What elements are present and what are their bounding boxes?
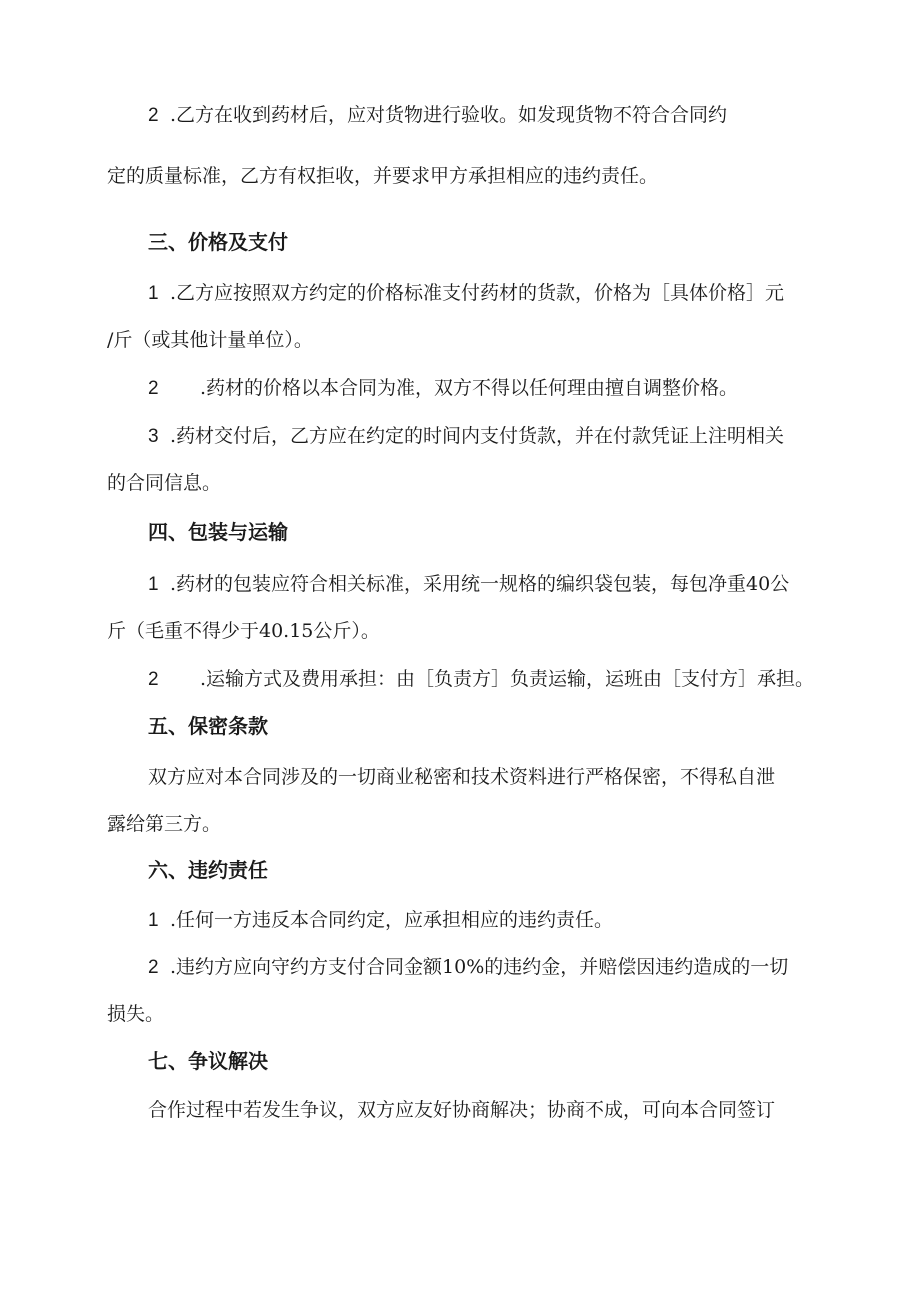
section-7-heading: 七、争议解决 bbox=[148, 1049, 268, 1073]
sec7-line-1: 合作过程中若发生争议，双方应友好协商解决；协商不成，可向本合同签订 bbox=[148, 1099, 776, 1121]
clause-number: 2 bbox=[148, 105, 159, 126]
clause-number: 1 bbox=[148, 574, 159, 595]
sec6-item-2-line-1 bbox=[148, 955, 788, 980]
sec3-item-3-line-1 bbox=[148, 424, 784, 449]
sec4-item-1-line-2: 斤（毛重不得少于40.15公斤）。 bbox=[107, 620, 380, 642]
sec6-item-1-line-1 bbox=[148, 908, 613, 933]
quality-clause-line-1 bbox=[148, 103, 727, 128]
section-3-heading: 三、价格及支付 bbox=[148, 230, 288, 254]
sec3-item-3-line-2: 的合同信息。 bbox=[107, 472, 222, 494]
clause-text: .药材的价格以本合同为准，双方不得以任何理由擅自调整价格。 bbox=[200, 377, 739, 399]
sec5-line-2: 露给第三方。 bbox=[107, 813, 222, 835]
clause-number: 2 bbox=[148, 669, 159, 690]
clause-text: .乙方在收到药材后，应对货物进行验收。如发现货物不符合合同约 bbox=[170, 104, 728, 126]
clause-text: .运输方式及费用承担：由［负责方］负责运输，运班由［支付方］承担。 bbox=[200, 668, 815, 690]
clause-number: 1 bbox=[148, 910, 159, 931]
clause-text: .违约方应向守约方支付合同金额10%的违约金，并赔偿因违约造成的一切 bbox=[170, 956, 789, 978]
clause-number: 2 bbox=[148, 378, 159, 399]
sec4-item-2-line-1 bbox=[148, 667, 814, 692]
clause-text: .乙方应按照双方约定的价格标准支付药材的货款，价格为［具体价格］元 bbox=[170, 282, 785, 304]
sec6-item-2-line-2: 损失。 bbox=[107, 1003, 165, 1025]
sec3-item-1-line-2: /斤（或其他计量单位）。 bbox=[107, 329, 313, 351]
sec4-item-1-line-1 bbox=[148, 572, 789, 597]
sec3-item-2-line-1 bbox=[148, 376, 738, 401]
clause-text: .任何一方违反本合同约定，应承担相应的违约责任。 bbox=[170, 909, 614, 931]
section-5-heading: 五、保密条款 bbox=[148, 714, 268, 738]
clause-number: 1 bbox=[148, 283, 159, 304]
quality-clause-line-2: 定的质量标准，乙方有权拒收，并要求甲方承担相应的违约责任。 bbox=[107, 165, 659, 187]
sec5-line-1: 双方应对本合同涉及的一切商业秘密和技术资料进行严格保密，不得私自泄 bbox=[148, 766, 776, 788]
clause-number: 3 bbox=[148, 426, 159, 447]
section-4-heading: 四、包装与运输 bbox=[148, 520, 288, 544]
section-6-heading: 六、违约责任 bbox=[148, 858, 268, 882]
sec3-item-1-line-1 bbox=[148, 281, 784, 306]
clause-text: .药材的包装应符合相关标准，采用统一规格的编织袋包装，每包净重40公 bbox=[170, 573, 790, 595]
clause-text: .药材交付后，乙方应在约定的时间内支付货款，并在付款凭证上注明相关 bbox=[170, 425, 785, 447]
clause-number: 2 bbox=[148, 957, 159, 978]
